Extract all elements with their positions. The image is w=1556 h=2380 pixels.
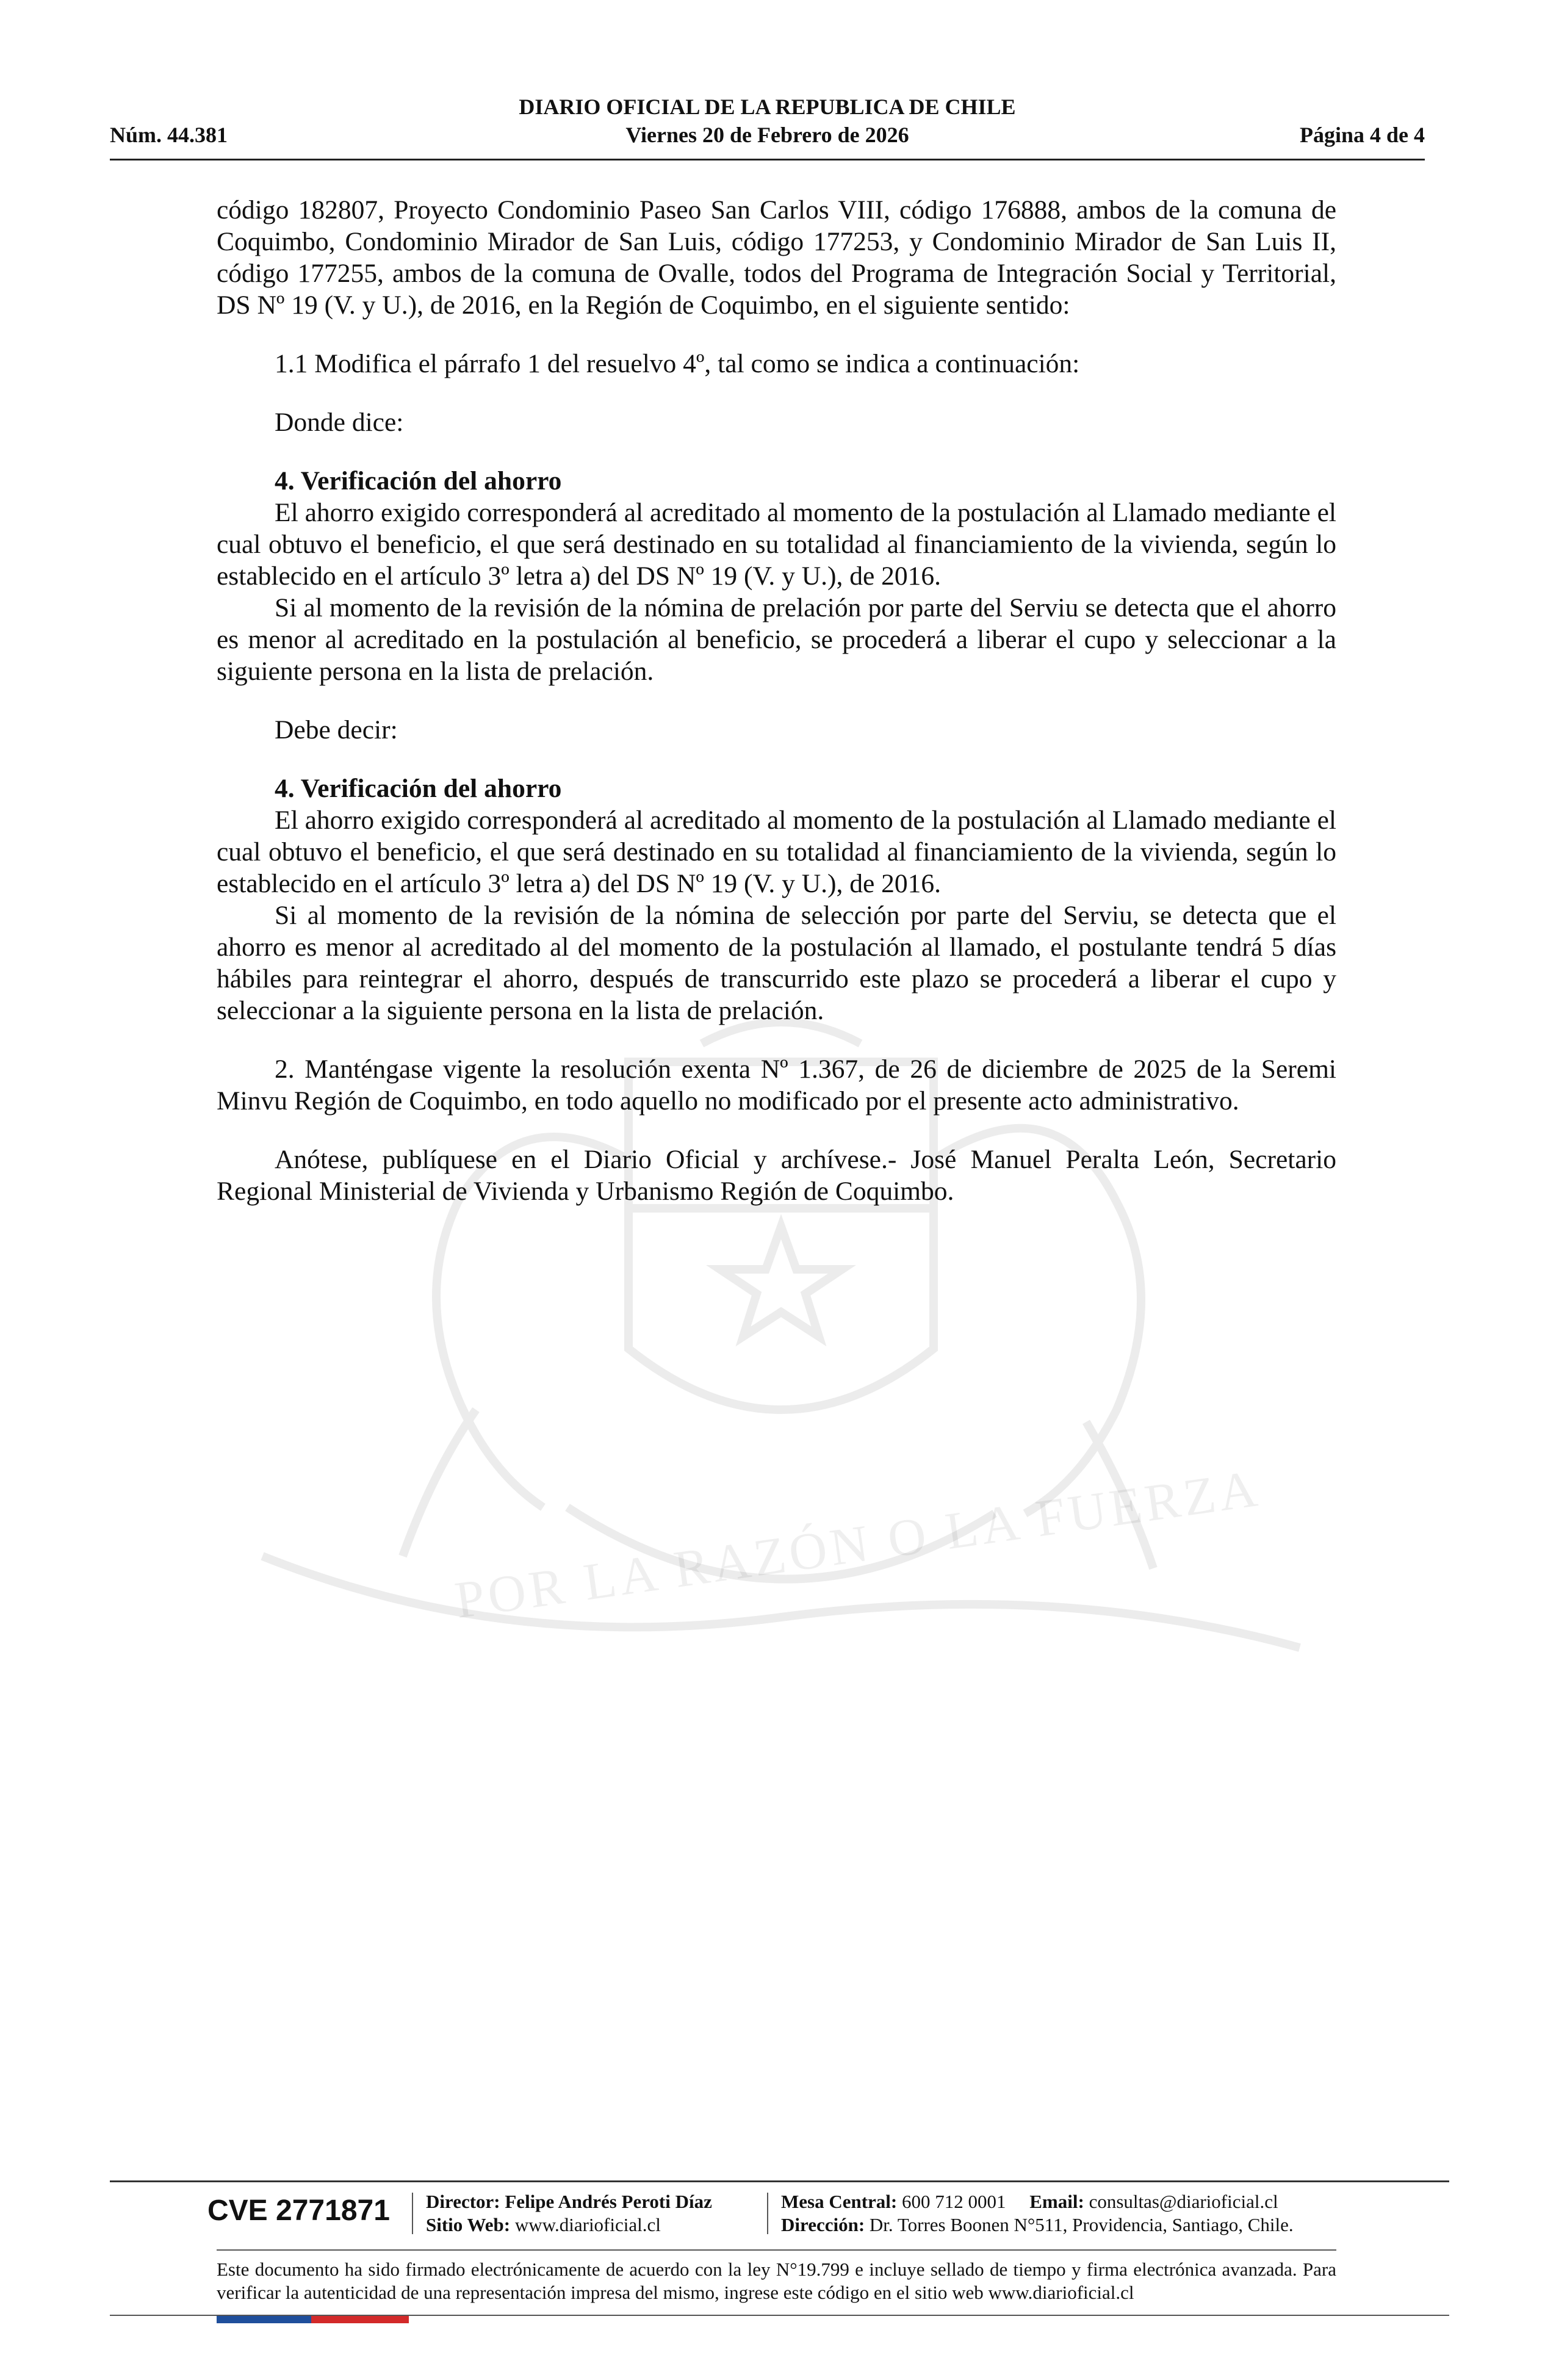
flag-blue-segment xyxy=(217,2316,311,2323)
old-paragraph-1: El ahorro exigido corresponderá al acreditado al momento de la postulación al Llamado mediante el cual obtuvo el beneficio, el que será destinado en su totalidad al financiamiento de la vivienda, según lo establecido en el artículo 3º letra a) del DS Nº 19 (V. y U.), de 2016. xyxy=(217,498,1336,591)
footer-director-column xyxy=(426,2190,712,2237)
issue-number: Núm. 44.381 xyxy=(110,123,228,147)
footer-separator xyxy=(412,2193,413,2234)
donde-dice-label: Donde dice: xyxy=(275,408,404,437)
issue-date: Viernes 20 de Febrero de 2026 xyxy=(625,123,909,147)
site-link[interactable]: www.diarioficial.cl xyxy=(514,2214,661,2235)
email-link[interactable]: consultas@diarioficial.cl xyxy=(1089,2191,1278,2212)
flag-red-segment xyxy=(311,2316,409,2323)
new-section-heading: 4. Verificación del ahorro xyxy=(275,774,562,803)
page-number: Página 4 de 4 xyxy=(1299,123,1425,147)
director-label: Director: xyxy=(426,2191,500,2212)
page-header xyxy=(110,92,1425,160)
new-paragraph-1: El ahorro exigido corresponderá al acreditado al momento de la postulación al Llamado mediante el cual obtuvo el beneficio, el que será destinado en su totalidad al financiamiento de la vivienda, según lo establecido en el artículo 3º letra a) del DS Nº 19 (V. y U.), de 2016. xyxy=(217,806,1336,898)
debe-decir-label: Debe decir: xyxy=(275,715,398,745)
old-paragraph-2: Si al momento de la revisión de la nómina de prelación por parte del Serviu se detecta que el ahorro es menor al acreditado en la postulación al beneficio, se procederá a liberar el cupo y seleccionar a la siguiente persona en la lista de prelación. xyxy=(217,593,1336,686)
footer-divider-top xyxy=(110,2180,1449,2182)
watermark-motto: POR LA RAZÓN O LA FUERZA xyxy=(451,1458,1264,1630)
item-2: 2. Manténgase vigente la resolución exenta Nº 1.367, de 26 de diciembre de 2025 de la Seremi Minvu Región de Coquimbo, en todo aquello no modificado por el presente acto administrativo. xyxy=(217,1055,1336,1116)
mesa-phone: 600 712 0001 xyxy=(902,2191,1006,2212)
flag-color-bar xyxy=(217,2316,409,2323)
new-paragraph-2: Si al momento de la revisión de la nómina de selección por parte del Serviu, se detecta que el ahorro es menor al acreditado al del momento de la postulación al llamado, el postulante tendrá 5 días hábiles para reintegrar el ahorro, después de transcurrido este plazo se procederá a liberar el cupo y seleccionar a la siguiente persona en la lista de prelación. xyxy=(217,901,1336,1025)
address-label: Dirección: xyxy=(781,2214,865,2235)
mesa-label: Mesa Central: xyxy=(781,2191,898,2212)
document-body xyxy=(217,194,1336,1207)
email-label: Email: xyxy=(1029,2191,1084,2212)
item-1-1: 1.1 Modifica el párrafo 1 del resuelvo 4º, tal como se indica a continuación: xyxy=(275,349,1080,378)
closing-paragraph: Anótese, publíquese en el Diario Oficial y archívese.- José Manuel Peralta León, Secretario Regional Ministerial de Vivienda y Urbanismo Región de Coquimbo. xyxy=(217,1145,1336,1206)
director-name: Felipe Andrés Peroti Díaz xyxy=(505,2191,712,2212)
footer-info xyxy=(110,2188,1449,2243)
footer-contact-column xyxy=(781,2190,1294,2237)
site-label: Sitio Web: xyxy=(426,2214,511,2235)
footer-divider-mid xyxy=(217,2249,1336,2251)
intro-paragraph: código 182807, Proyecto Condominio Paseo San Carlos VIII, código 176888, ambos de la comuna de Coquimbo, Condominio Mirador de San Luis, código 177253, y Condominio Mirador de San Luis II, código 177255, ambos de la comuna de Ovalle, todos del Programa de Integración Social y Territorial, DS Nº 19 (V. y U.), de 2016, en la Región de Coquimbo, en el siguiente sentido: xyxy=(217,195,1336,320)
old-section-heading: 4. Verificación del ahorro xyxy=(275,466,562,496)
publication-title: DIARIO OFICIAL DE LA REPUBLICA DE CHILE xyxy=(519,95,1016,119)
cve-code: CVE 2771871 xyxy=(207,2194,390,2227)
footer-separator xyxy=(767,2193,768,2234)
address-value: Dr. Torres Boonen N°511, Providencia, Santiago, Chile. xyxy=(869,2214,1294,2235)
electronic-signature-notice: Este documento ha sido firmado electrónicamente de acuerdo con la ley N°19.799 e incluye sellado de tiempo y firma electrónica avanzada. Para verificar la autenticidad de una representación impresa del mismo, ingrese este código en el sitio web www.diarioficial.cl xyxy=(217,2259,1336,2303)
